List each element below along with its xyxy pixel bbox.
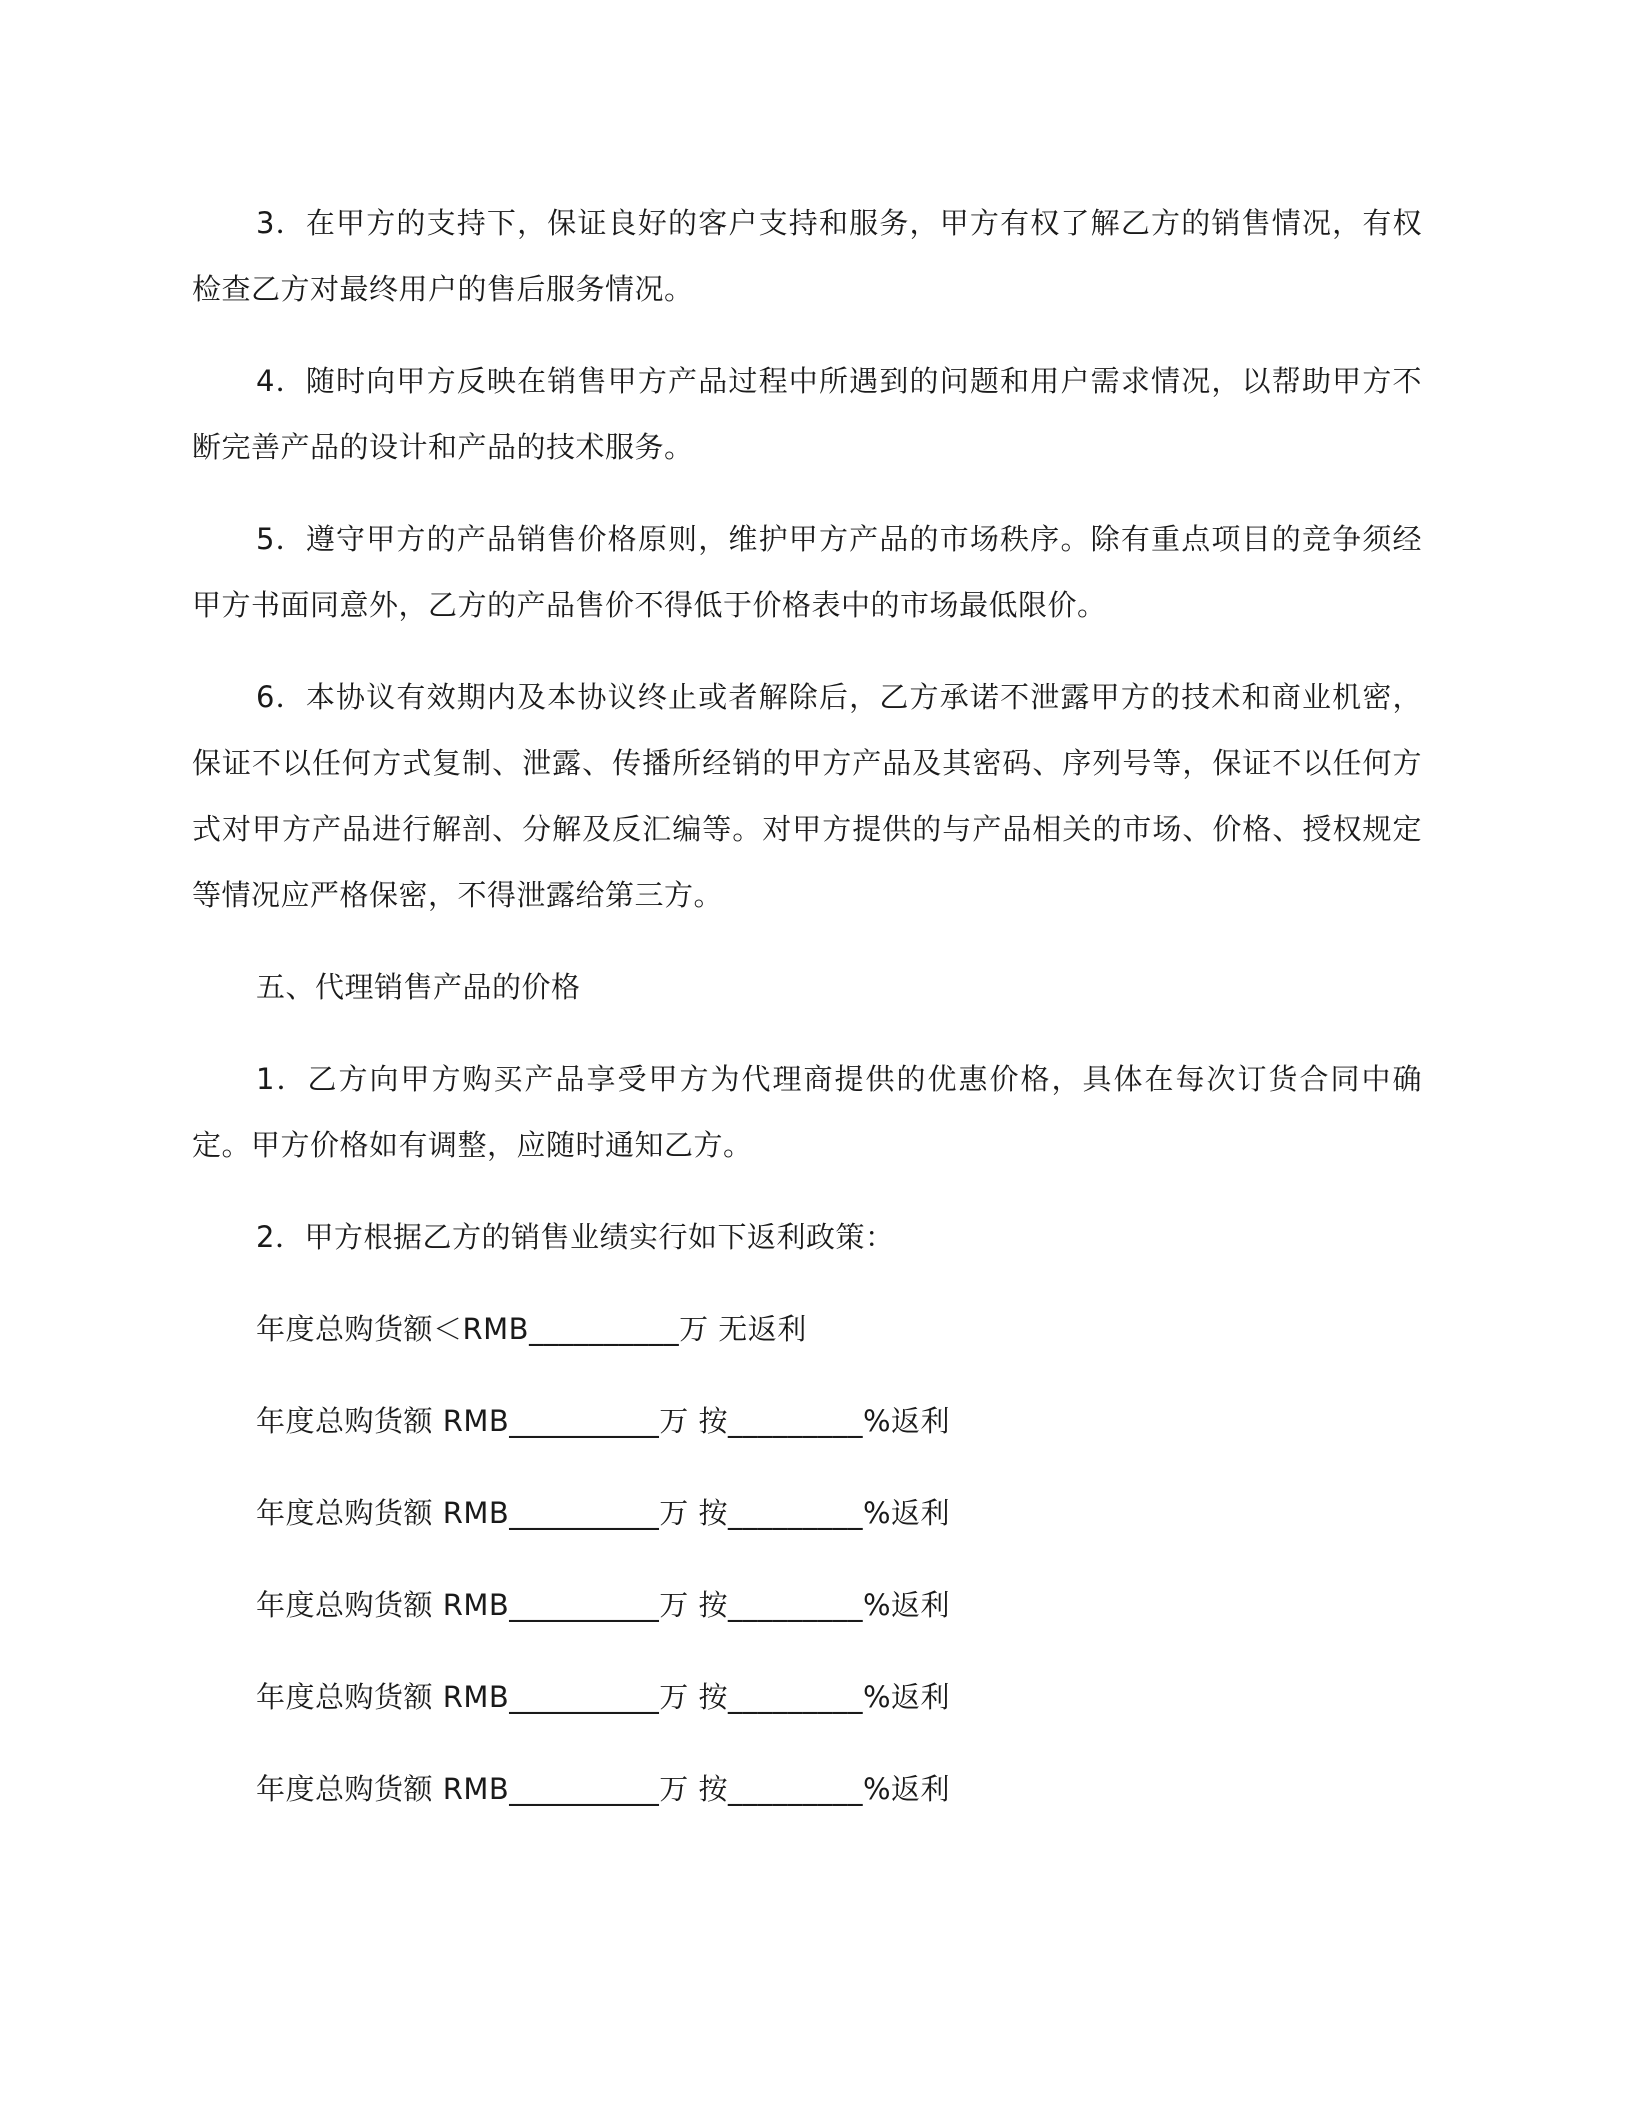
rebate-line: 年度总购货额 RMB__________万 按_________%返利: [256, 1772, 951, 1806]
clause-6: 6．本协议有效期内及本协议终止或者解除后，乙方承诺不泄露甲方的技术和商业机密，保证不以任何方式复制、泄露、传播所经销的甲方产品及其密码、序列号等，保证不以任何方式对甲方产品进行解剖、分解及反汇编等。对甲方提供的与产品相关的市场、价格、授权规定等情况应严格保密，不得泄露给第三方。: [192, 680, 1422, 912]
section-heading: 五、代理销售产品的价格: [256, 970, 581, 1004]
clause-5: 5．遵守甲方的产品销售价格原则，维护甲方产品的市场秩序。除有重点项目的竞争须经甲方书面同意外，乙方的产品售价不得低于价格表中的市场最低限价。: [192, 522, 1422, 622]
rebate-line: 年度总购货额 RMB__________万 按_________%返利: [256, 1404, 951, 1438]
clause-4: 4．随时向甲方反映在销售甲方产品过程中所遇到的问题和用户需求情况，以帮助甲方不断完善产品的设计和产品的技术服务。: [192, 364, 1422, 464]
document-body: [192, 190, 1422, 1848]
rebate-line: 年度总购货额 RMB__________万 按_________%返利: [256, 1680, 951, 1714]
clause-3: 3．在甲方的支持下，保证良好的客户支持和服务，甲方有权了解乙方的销售情况，有权检查乙方对最终用户的售后服务情况。: [192, 206, 1422, 306]
rebate-line: 年度总购货额 RMB__________万 按_________%返利: [256, 1588, 951, 1622]
price-clause-2: 2．甲方根据乙方的销售业绩实行如下返利政策：: [256, 1220, 895, 1254]
rebate-line: 年度总购货额 RMB__________万 按_________%返利: [256, 1496, 951, 1530]
price-clause-1: 1．乙方向甲方购买产品享受甲方为代理商提供的优惠价格，具体在每次订货合同中确定。甲方价格如有调整，应随时通知乙方。: [192, 1062, 1422, 1162]
rebate-line: 年度总购货额＜RMB__________万 无返利: [256, 1312, 807, 1346]
